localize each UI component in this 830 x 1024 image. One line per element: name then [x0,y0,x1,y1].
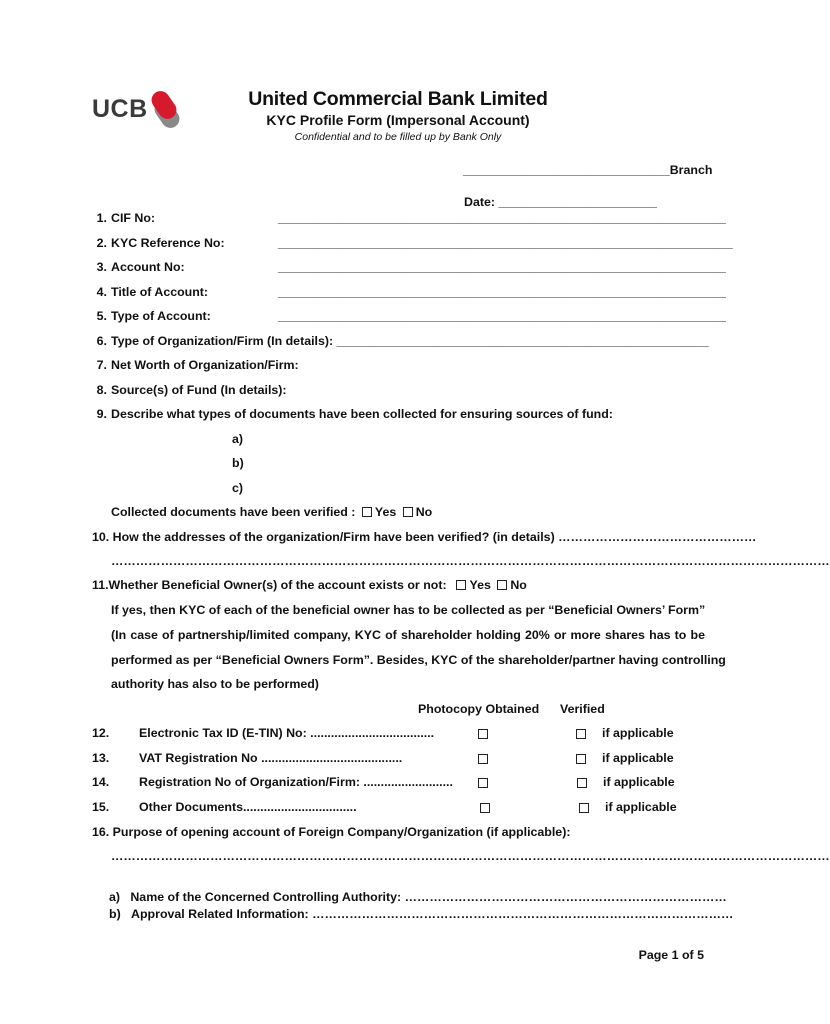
authority-a-dots[interactable]: …………………………………………………………………… [404,890,727,904]
field-label-type: Type of Account: [111,309,211,323]
bank-logo-text: UCB [92,95,148,123]
item-8-text[interactable]: Source(s) of Fund (In details): [111,383,287,397]
confidential-note: Confidential and to be filled up by Bank Only [294,131,502,143]
field-blank-account-no[interactable]: _________________________________________________________________ [278,260,726,274]
item-10-row [92,530,756,544]
field-label-account-no: Account No: [111,260,185,274]
item-6-text: Type of Organization/Firm (In details): ______________________________________________________ [111,334,709,348]
authority-row-a: a) Name of the Concerned Controlling Authority: …………………………………………………………………… [109,890,727,904]
field-blank-type[interactable]: _________________________________________________________________ [278,309,726,323]
if-applicable-note: if applicable [602,726,674,740]
doc-row-registration: Registration No of Organization/Firm: .......................... [139,775,453,789]
bank-name: United Commercial Bank Limited [248,88,548,110]
field-blank-title[interactable]: _________________________________________________________________ [278,285,726,299]
item-9-num: 9. [96,407,107,421]
doc-row-num: 12. [92,726,110,740]
yes-checkbox[interactable] [362,507,372,517]
yes-label: Yes [469,578,491,592]
item-11-row [92,578,527,592]
item-16-text: 16. Purpose of opening account of Foreign Company/Organization (if applicable): [92,825,571,839]
item-10-dots-line[interactable]: ………………………………………………………………………………………………………………………………………………………… [111,554,830,568]
no-label: No [510,578,527,592]
field-blank-kyc-ref[interactable]: __________________________________________________________________ [278,236,733,250]
item-11-text: 11.Whether Beneficial Owner(s) of the account exists or not: [92,578,447,592]
item-9-sub-b[interactable]: b) [232,456,244,470]
item-9-sub-a[interactable]: a) [232,432,244,446]
field-label-cif: CIF No: [111,211,156,225]
item-6-blank[interactable]: ______________________________________________________ [336,334,709,348]
col-verified: Verified [560,702,605,716]
item-16-dots-line[interactable]: ………………………………………………………………………………………………………………………………………………………… [111,849,830,863]
doc-row-num: 15. [92,800,110,814]
item-9-verified-row [111,505,432,519]
date-blank[interactable]: _______________________ [498,195,657,209]
form-title: KYC Profile Form (Impersonal Account) [266,112,530,128]
doc-row-num: 13. [92,751,110,765]
item-6-row: 6. [96,334,107,348]
verified-checkbox[interactable] [576,754,586,764]
field-label-kyc-ref: KYC Reference No: [111,236,225,250]
authority-row-b: b) Approval Related Information: ………………………………………………………………………………………… [109,907,734,921]
field-row: 5. [96,309,107,323]
page-number: Page 1 of 5 [638,948,704,962]
date-label: Date: [464,195,495,209]
doc-row-vat: VAT Registration No ......................................... [139,751,403,765]
item-7-text[interactable]: Net Worth of Organization/Firm: [111,358,299,372]
if-applicable-note: if applicable [603,775,675,789]
if-applicable-note: if applicable [602,751,674,765]
doc-row-num: 14. [92,775,110,789]
no-checkbox[interactable] [403,507,413,517]
col-photocopy-obtained: Photocopy Obtained [418,702,540,716]
field-row: 3. [96,260,107,274]
item-11-line-2: (In case of partnership/limited company, KYC of shareholder holding 20% or more shares has to be [111,628,705,642]
item-10-dots[interactable]: ………………………………………… [558,530,757,544]
field-row: 4. [96,285,107,299]
photocopy-checkbox[interactable] [478,778,488,788]
item-9-text: Describe what types of documents have been collected for ensuring sources of fund: [111,407,613,421]
item-11-line-1: If yes, then KYC of each of the beneficial owner has to be collected as per “Beneficial Owners’ Form” [111,603,706,617]
item-10-text: 10. How the addresses of the organization/Firm have been verified? (in details) [92,530,555,544]
field-blank-cif[interactable]: _________________________________________________________________ [278,211,726,225]
no-checkbox[interactable] [497,580,507,590]
photocopy-checkbox[interactable] [478,729,488,739]
field-label-title: Title of Account: [111,285,209,299]
photocopy-checkbox[interactable] [480,803,490,813]
item-11-line-4: authority has also to be performed) [111,677,319,691]
branch-blank[interactable]: ______________________________ [463,163,670,177]
verified-checkbox[interactable] [576,729,586,739]
yes-label: Yes [374,505,397,519]
item-9-verified-label: Collected documents have been verified : [111,505,356,519]
item-9-sub-c[interactable]: c) [232,481,244,495]
date-line [464,195,657,209]
field-row: 1. [96,211,107,225]
field-row: 2. [96,236,107,250]
if-applicable-note: if applicable [605,800,677,814]
doc-row-other: Other Documents................................. [139,800,357,814]
doc-row-etin: Electronic Tax ID (E-TIN) No: .................................... [139,726,435,740]
branch-line [463,163,712,177]
yes-checkbox[interactable] [456,580,466,590]
item-8-num: 8. [96,383,107,397]
item-11-line-3: performed as per “Beneficial Owners Form”. Besides, KYC of the shareholder/partner having controlling [111,653,726,667]
verified-checkbox[interactable] [579,803,589,813]
verified-checkbox[interactable] [577,778,587,788]
branch-label: Branch [669,163,713,177]
photocopy-checkbox[interactable] [478,754,488,764]
authority-b-dots[interactable]: ………………………………………………………………………………………… [312,907,734,921]
item-7-num: 7. [96,358,107,372]
no-label: No [415,505,433,519]
